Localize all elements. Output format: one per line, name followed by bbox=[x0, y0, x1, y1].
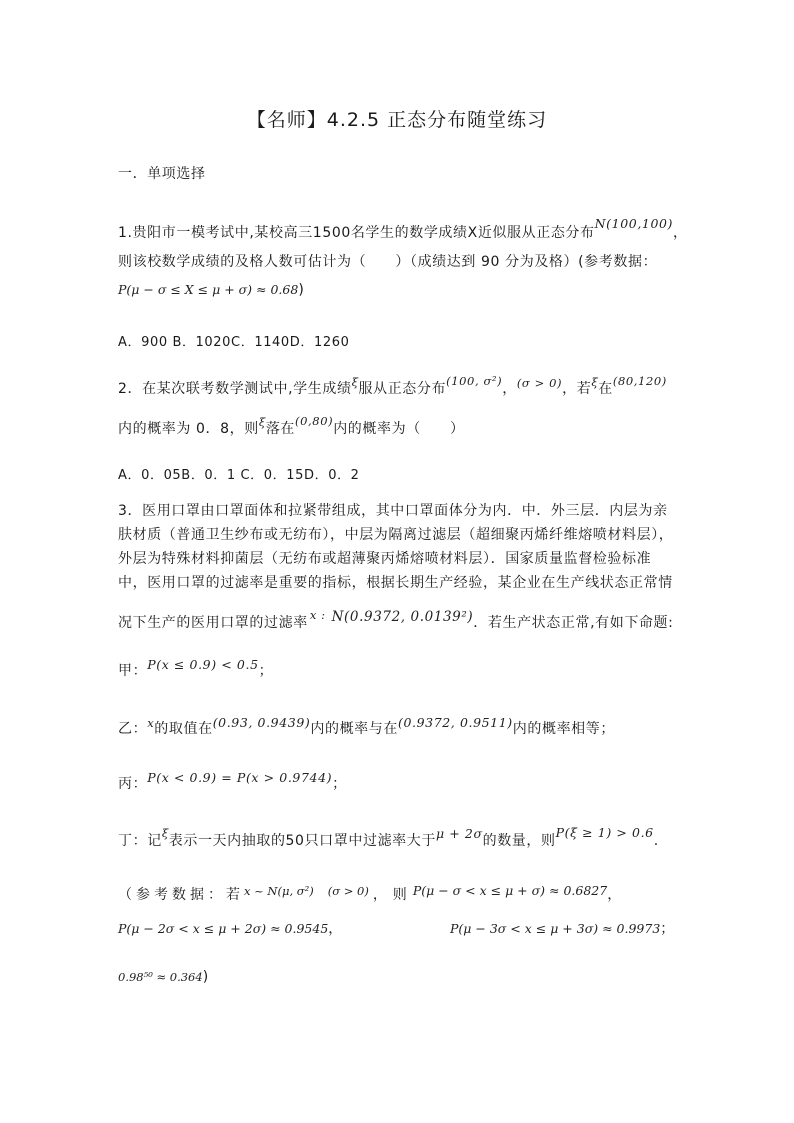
q2-options: A．0．05B．0．1 C．0．15D．0．2 bbox=[118, 468, 360, 483]
ding-formula: P(ξ ≥ 1) > 0.6 bbox=[555, 825, 654, 840]
yi-text: 的取值在 bbox=[154, 721, 213, 737]
q2-xi: ξ bbox=[258, 415, 266, 429]
reference-data-line2b bbox=[450, 918, 675, 938]
ding-text: 的数量，则 bbox=[482, 833, 556, 849]
q2-text-d: ，若 bbox=[562, 381, 592, 397]
q1-line3 bbox=[118, 279, 304, 298]
bing-end: ； bbox=[332, 776, 347, 792]
proposition-yi bbox=[118, 715, 615, 738]
ref-formula-4: 0.98⁵⁰ ≈ 0.364 bbox=[118, 970, 203, 984]
ref-formula-1: P(μ − σ < x ≤ μ + σ) ≈ 0.6827 bbox=[412, 883, 608, 898]
q3-line5 bbox=[118, 608, 674, 632]
q2-distribution: (100, σ²) bbox=[446, 374, 503, 388]
proposition-ding bbox=[118, 825, 659, 850]
q2-text-b: 服从正态分布 bbox=[358, 381, 447, 397]
jia-label: 甲： bbox=[118, 663, 148, 679]
proposition-jia bbox=[118, 657, 274, 680]
q2-text-a: 2．在某次联考数学测试中,学生成绩 bbox=[118, 381, 352, 397]
page-title: 【名师】4.2.5 正态分布随堂练习 bbox=[246, 109, 548, 131]
jia-end: ； bbox=[258, 663, 274, 679]
ref-formula-3: P(μ − 3σ < x ≤ μ + 3σ) ≈ 0.9973 bbox=[450, 921, 661, 936]
bing-label: 丙： bbox=[118, 776, 148, 792]
q2-interval-1: (80,120) bbox=[612, 374, 667, 388]
q3-text: ．若生产状态正常,有如下命题: bbox=[473, 615, 674, 631]
section-heading: 一．单项选择 bbox=[118, 166, 206, 182]
yi-interval-1: (0.93, 0.9439) bbox=[212, 715, 311, 730]
q2-line2 bbox=[118, 414, 465, 438]
ref-distribution: x ~ N(μ, σ²) bbox=[244, 884, 314, 898]
q1-line1 bbox=[118, 216, 688, 242]
q2-interval-2: (0,80) bbox=[295, 414, 334, 428]
q2-condition: (σ > 0) bbox=[516, 376, 563, 390]
yi-text: 内的概率相等； bbox=[512, 721, 615, 737]
ref-text: （参考数据：若 bbox=[118, 887, 244, 903]
q2-text-h: 内的概率为（ ） bbox=[333, 421, 465, 437]
q2-text-f: 内的概率为 0．8，则 bbox=[118, 421, 259, 437]
q3-line2: 肤材质（普通卫生纱布或无纺布），中层为隔离过滤层（超细聚丙烯纤维熔喷材料层）， bbox=[118, 527, 674, 543]
q1-line1-text: 1.贵阳市一模考试中,某校高三1500名学生的数学成绩X近似服从正态分布 bbox=[118, 225, 595, 241]
ref-text: ， bbox=[328, 921, 343, 937]
jia-formula: P(x ≤ 0.9) < 0.5 bbox=[147, 657, 259, 672]
yi-text: 内的概率与在 bbox=[310, 721, 398, 737]
reference-data-line3 bbox=[118, 966, 209, 985]
q2-xi: ξ bbox=[591, 375, 599, 389]
q2-line1 bbox=[118, 374, 667, 398]
q3-x-sym: x : bbox=[309, 608, 326, 622]
q3-line3: 外层为特殊材料抑菌层（无纺布或超薄聚丙烯熔喷材料层）．国家质量监督检验标准 bbox=[118, 551, 652, 567]
reference-data-line1 bbox=[118, 884, 622, 904]
q3-line1: 3．医用口罩由口罩面体和拉紧带组成，其中口罩面体分为内．中．外三层．内层为亲 bbox=[118, 503, 668, 519]
ding-xi: ξ bbox=[161, 826, 169, 840]
ref-text: ， bbox=[607, 887, 622, 903]
ding-end: . bbox=[653, 833, 659, 849]
q3-distribution: N(0.9372, 0.0139²) bbox=[331, 609, 474, 625]
reference-data-line2 bbox=[118, 918, 343, 938]
bing-formula: P(x < 0.9) = P(x > 0.9744) bbox=[147, 770, 333, 785]
ref-text: ； bbox=[660, 921, 675, 937]
yi-x: x bbox=[147, 716, 155, 730]
q2-text-c: ， bbox=[502, 381, 517, 397]
q2-text-e: 在 bbox=[598, 381, 613, 397]
q1-reference-formula: P(μ − σ ≤ X ≤ μ + σ) ≈ 0.68 bbox=[118, 282, 299, 297]
q1-line2: 则该校数学成绩的及格人数可估计为（ ）（成绩达到 90 分为及格）(参考数据： bbox=[118, 254, 658, 270]
yi-interval-2: (0.9372, 0.9511) bbox=[397, 715, 513, 730]
q3-line4: 中，医用口罩的过滤率是重要的指标，根据长期生产经验，某企业在生产线状态正常情 bbox=[118, 575, 673, 591]
q1-distribution: N(100,100) bbox=[594, 216, 674, 231]
ref-text: ，则 bbox=[372, 887, 413, 903]
ding-label: 丁：记 bbox=[118, 833, 162, 849]
ref-text: ) bbox=[202, 969, 209, 985]
q2-text-g: 落在 bbox=[265, 421, 296, 437]
ref-condition: (σ > 0) bbox=[327, 884, 369, 898]
q2-xi: ξ bbox=[351, 375, 359, 389]
q1-line3-end: ) bbox=[298, 282, 305, 298]
q1-line1-end: ， bbox=[673, 225, 688, 241]
ref-formula-2: P(μ − 2σ < x ≤ μ + 2σ) ≈ 0.9545 bbox=[118, 921, 329, 936]
ding-threshold: μ + 2σ bbox=[435, 826, 483, 841]
proposition-bing bbox=[118, 770, 347, 793]
q1-options: A．900 B．1020C．1140D．1260 bbox=[118, 335, 350, 350]
q3-text: 况下生产的医用口罩的过滤率 bbox=[118, 615, 308, 631]
ding-text: 表示一天内抽取的50只口罩中过滤率大于 bbox=[168, 833, 436, 849]
yi-label: 乙： bbox=[118, 721, 148, 737]
